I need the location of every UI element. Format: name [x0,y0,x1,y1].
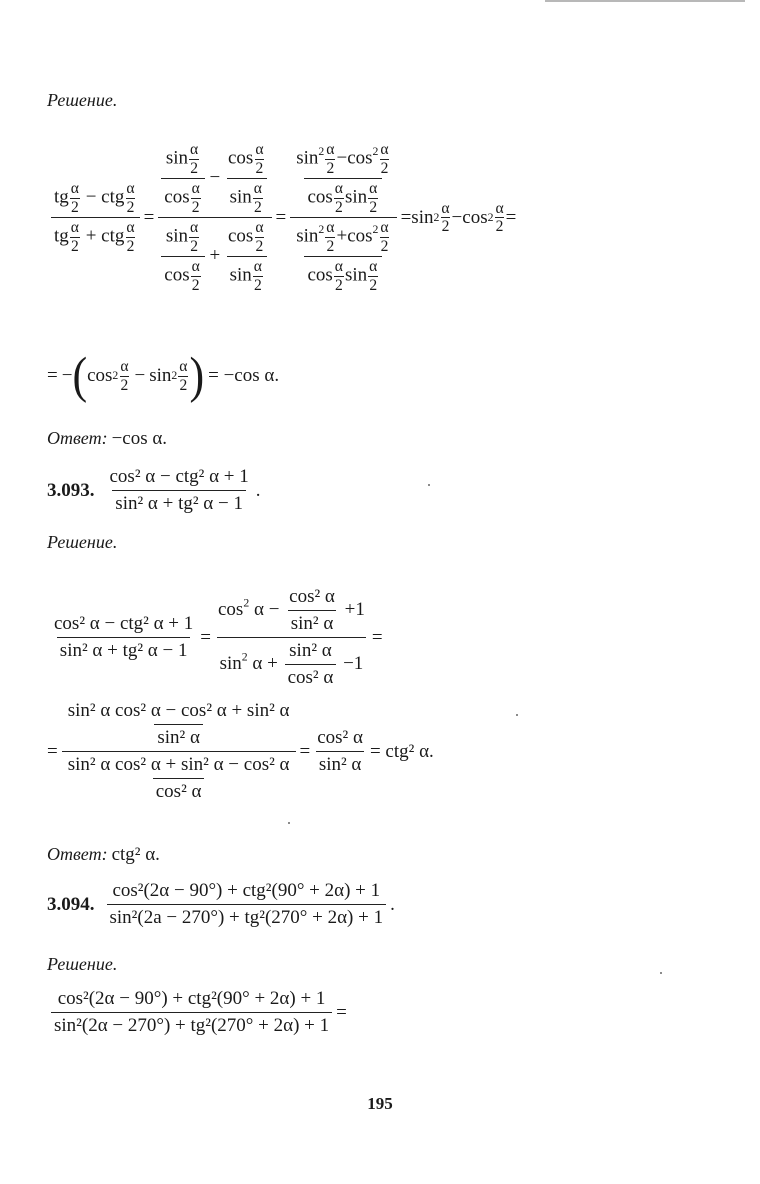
problem-3094-statement: 3.094. cos²(2α − 90°) + ctg²(90° + 2α) + 1 sin²(2a − 270°) + tg²(270° + 2α) + 1 . [47,880,395,928]
equation-3093-line1: cos² α − ctg² α + 1 sin² α + tg² α − 1 = $\cos^2 \alpha$ − $\frac{\text{cos² α}}{\text{sin² α}}$ +1 $\sin^2 \alpha$ + $\frac{\text{sin² α}}{\text{cos² α}}$ −1 = [54,586,383,688]
top-edge-rule [545,0,745,2]
scan-speck [516,714,518,716]
scan-speck [660,972,662,974]
equation-3094-line1: cos²(2α − 90°) + ctg²(90° + 2α) + 1 sin²(2α − 270°) + tg²(270° + 2α) + 1 = [47,988,347,1037]
scan-speck [428,484,430,486]
fraction-compound-2: $\sin^2$ $\frac{\alpha}{2}$ $-\cos^2$ $\frac{\alpha}{2}$ cos $\frac{\alpha}{2}$ sin $\frac{\alpha}{2}$ $\sin^2$ $\frac{\alpha}{2}$ $+\cos^2$ $\frac{\alpha}{2}$ cos $\frac{\alpha}{2}$ sin $\frac{\alpha}{2}$ [290,142,396,294]
solution-heading-prev: Решение. [47,90,118,110]
answer-prev: Ответ: −cos α. [47,428,168,449]
problem-number-3093: 3.093. [47,479,95,501]
fraction-tg-ctg: tg $\frac{\alpha}{2}$ − ctg $\frac{\alpha}{2}$ tg $\frac{\alpha}{2}$ + ctg $\frac{\alpha}{2}$ [51,181,140,254]
solution-heading-3094: Решение. [47,954,118,974]
page-number: 195 [367,1094,393,1113]
problem-number-3094: 3.094. [47,893,95,915]
equals-sign: = [143,206,155,228]
fraction-compound-1: sin $\frac{\alpha}{2}$ cos $\frac{\alpha}{2}$ − cos $\frac{\alpha}{2}$ sin $\frac{\alpha}{2}$ sin $\frac{\alpha}{2}$ cos $\frac{\alpha}{2}$ + cos $\frac{\alpha}{2}$ sin $\frac{\alpha}{2}$ [158,142,271,294]
equation-prev-line2: = − ( cos 2 α 2 − sin 2 α 2 ) = −cos α. [47,347,280,404]
scan-speck [288,822,290,824]
solution-heading-3093: Решение. [47,532,118,552]
problem-3093-statement: 3.093. cos² α − ctg² α + 1 sin² α + tg² α − 1 . [47,466,261,514]
equation-prev-line1: tg $\frac{\alpha}{2}$ − ctg $\frac{\alpha}{2}$ tg $\frac{\alpha}{2}$ + ctg $\frac{\alpha}{2}$ = sin $\frac{\alpha}{2}$ cos $\frac{\alpha}{2}$ − cos $\frac{\alpha}{2}$ sin $\frac{\alpha}{2}$ sin $\frac{\alpha}{2}$ cos $\frac{\alpha}{2}$ + cos $\frac{\alpha}{2}$ sin $\frac{\alpha}{2}$ = $\sin^2$ $\frac{\alpha}{2}$ $-\cos^2$ $\frac{\alpha}{2}$ cos $\frac{\alpha}{2}$ sin $\frac{\alpha}{2}$ $\sin^2$ $\frac{\alpha}{2}$ $+\cos^2$ $\frac{\alpha}{2}$ cos $\frac{\alpha}{2}$ sin $\frac{\alpha}{2}$ = sin 2 α 2 − cos 2 $\frac{\alpha}{2}$ = [47,142,516,294]
answer-3093: Ответ: ctg² α. [47,844,160,865]
equation-3093-line2: = $\frac{\frac{\text{sin² α cos² α − cos² α + sin² α}}{\text{sin² α}}}{\frac{\text{sin² α cos² α + sin² α − cos² α}}{\text{cos² α}}}$ = $\frac{\text{cos² α}}{\text{sin² α}}$ = ctg² α. [47,700,434,802]
